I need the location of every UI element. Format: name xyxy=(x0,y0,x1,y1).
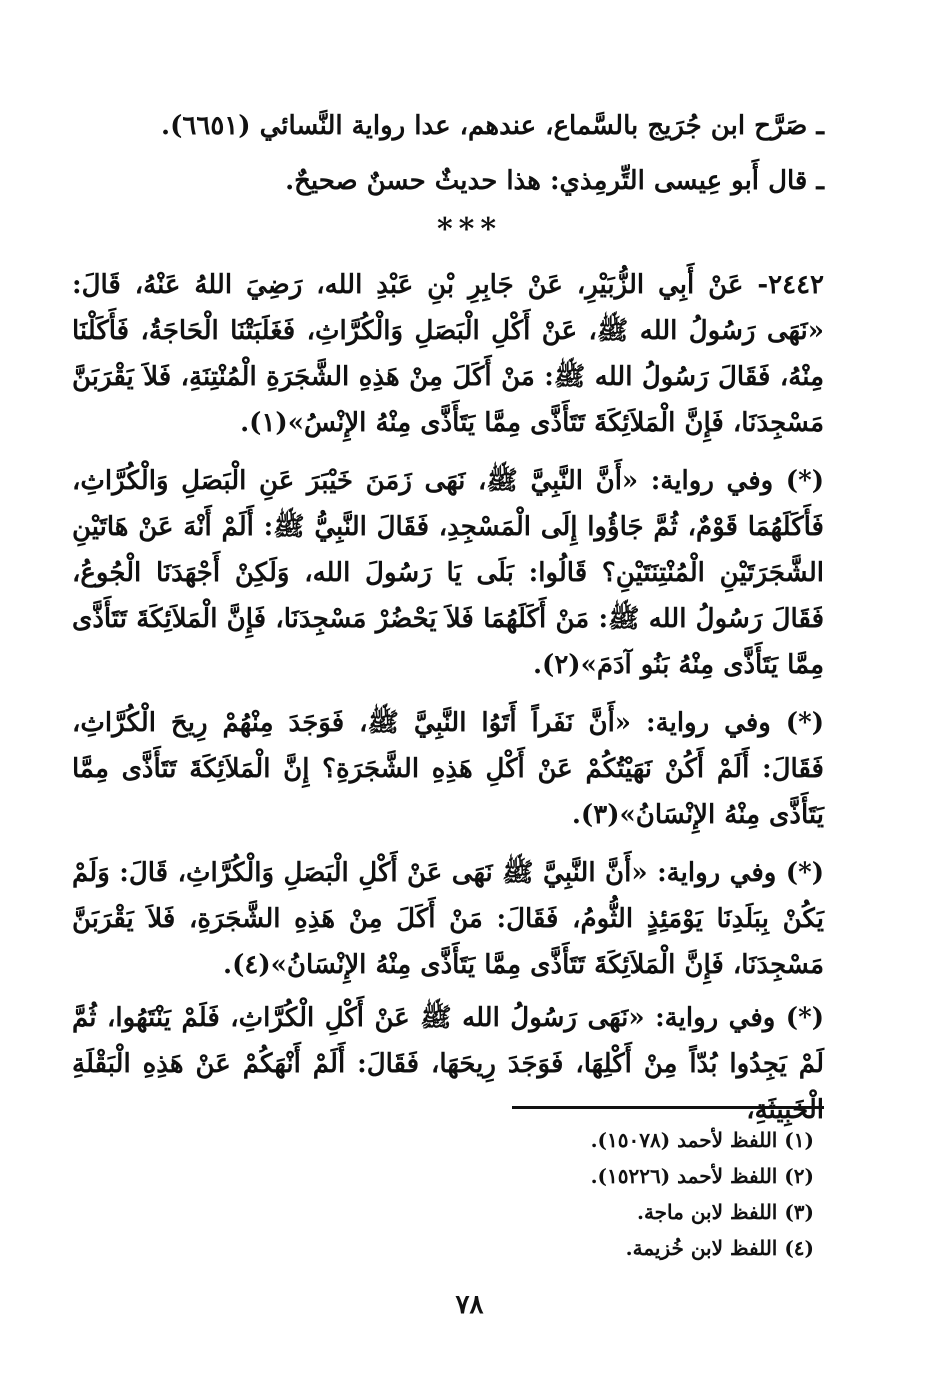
hadith-paragraph xyxy=(72,262,824,446)
riwaya-paragraph-3: (*) وفي رواية: «أَنَّ النَّبِيَّ ﷺ نَهَى عَنْ أَكْلِ الْبَصَلِ وَالْكُرَّاثِ، قَالَ: وَلَمْ يَكُنْ بِبَلَدِنَا يَوْمَئِذٍ الثُّومُ، فَقَالَ: مَنْ أَكَلَ مِنْ هَذِهِ الشَّجَرَةِ، فَلاَ يَقْرَبَنَّ مَسْجِدَنَا، فَإِنَّ الْمَلاَئِكَةَ تَتَأَذَّى مِمَّا يَتَأَذَّى مِنْهُ الإِنْسَانُ»(٤). xyxy=(72,858,824,980)
page-number: ٧٨ xyxy=(455,1290,484,1320)
hadith-number: ٢٤٤٢- xyxy=(757,270,824,300)
note-line-2: ـ قال أَبو عِيسى التِّرمِذي: هذا حديثٌ حسنٌ صحيحٌ. xyxy=(285,166,824,196)
hadith-text: عَنْ أَبِي الزُّبَيْرِ، عَنْ جَابِرِ بْنِ عَبْدِ الله، رَضِيَ اللهُ عَنْهُ، قَالَ: «نَهَى رَسُولُ الله ﷺ، عَنْ أَكْلِ الْبَصَلِ وَالْكُرَّاثِ، فَغَلَبَتْنَا الْحَاجَةُ، فَأَكَلْنَا مِنْهُ، فَقَالَ رَسُولُ الله ﷺ: مَنْ أَكَلَ مِنْ هَذِهِ الشَّجَرَةِ الْمُنْتِنَةِ، فَلاَ يَقْرَبَنَّ مَسْجِدَنَا، فَإِنَّ الْمَلاَئِكَةَ تَتَأَذَّى مِمَّا يَتَأَذَّى مِنْهُ الإِنْسُ»(١). xyxy=(72,270,824,438)
footnote-divider xyxy=(512,1106,824,1109)
section-separator: *** xyxy=(436,212,503,247)
note-line-1: ـ صَرَّح ابن جُرَيج بالسَّماع، عندهم، عدا رواية النَّسائي (٦٦٥١). xyxy=(161,111,824,141)
footnote-3: (٣) اللفظ لابن ماجة. xyxy=(637,1200,814,1224)
riwaya-paragraph-1: (*) وفي رواية: «أَنَّ النَّبِيَّ ﷺ، نَهَى زَمَنَ خَيْبَرَ عَنِ الْبَصَلِ وَالْكُرَّاثِ، فَأَكَلَهُمَا قَوْمٌ، ثُمَّ جَاؤُوا إِلَى الْمَسْجِدِ، فَقَالَ النَّبِيُّ ﷺ: أَلَمْ أَنْهَ عَنْ هَاتَيْنِ الشَّجَرَتَيْنِ الْمُنْتِنَتَيْنِ؟ قَالُوا: بَلَى يَا رَسُولَ الله، وَلَكِنْ أَجْهَدَنَا الْجُوعُ، فَقَالَ رَسُولُ الله ﷺ: مَنْ أَكَلَهُمَا فَلاَ يَحْضُرْ مَسْجِدَنَا، فَإِنَّ الْمَلاَئِكَةَ تَتَأَذَّى مِمَّا يَتَأَذَّى مِنْهُ بَنُو آدَمَ»(٢). xyxy=(72,466,824,680)
footnote-4: (٤) اللفظ لابن خُزيمة. xyxy=(625,1236,814,1260)
footnote-1: (١) اللفظ لأحمد (١٥٠٧٨). xyxy=(590,1128,814,1152)
riwaya-paragraph-4: (*) وفي رواية: «نَهَى رَسُولُ الله ﷺ عَنْ أَكْلِ الْكُرَّاثِ، فَلَمْ يَنْتَهُوا، ثُمَّ لَمْ يَجِدُوا بُدّاً مِنْ أَكْلِهَا، فَوَجَدَ رِيحَهَا، فَقَالَ: أَلَمْ أَنْهَكُمْ عَنْ هَذِهِ الْبَقْلَةِ الْخَبِيثَةِ، xyxy=(72,1003,824,1125)
footnote-2: (٢) اللفظ لأحمد (١٥٢٢٦). xyxy=(590,1164,814,1188)
riwaya-paragraph-2: (*) وفي رواية: «أَنَّ نَفَراً أَتَوُا النَّبِيَّ ﷺ، فَوَجَدَ مِنْهُمْ رِيحَ الْكُرَّاثِ، فَقَالَ: أَلَمْ أَكُنْ نَهَيْتُكُمْ عَنْ أَكْلِ هَذِهِ الشَّجَرَةِ؟ إِنَّ الْمَلاَئِكَةَ تَتَأَذَّى مِمَّا يَتَأَذَّى مِنْهُ الإِنْسَانُ»(٣). xyxy=(72,708,824,830)
